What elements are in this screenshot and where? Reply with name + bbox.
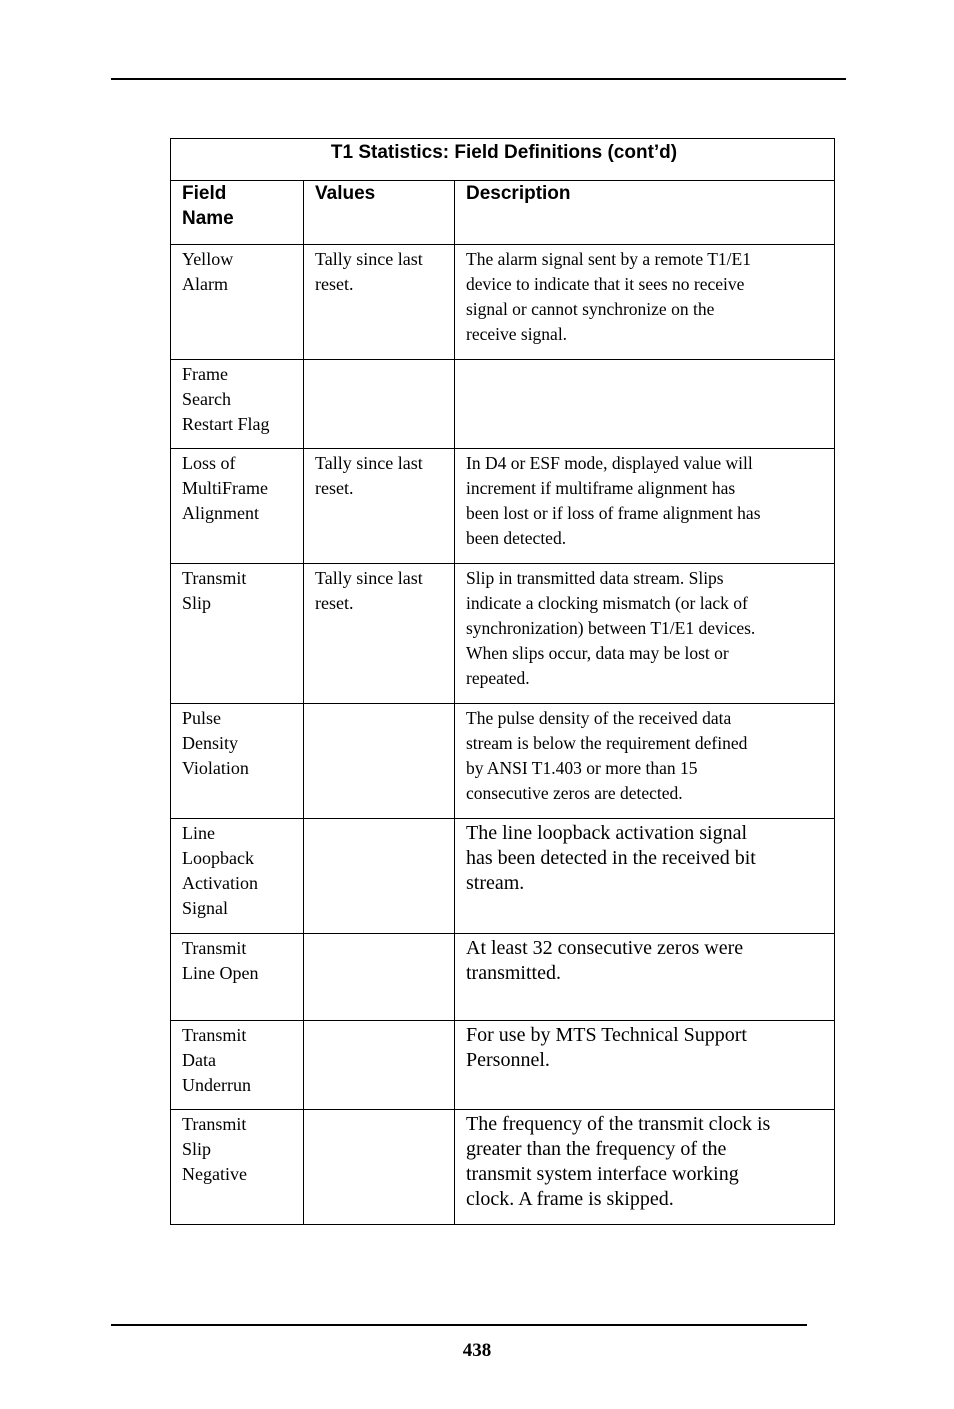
field-name-cell-line: Alarm xyxy=(182,274,228,294)
description-cell-line: been detected. xyxy=(466,528,567,548)
field-name-cell xyxy=(171,360,304,449)
description-cell-line: In D4 or ESF mode, displayed value will xyxy=(466,453,753,473)
table-caption-row xyxy=(171,139,835,181)
field-name-cell-line: Loss of xyxy=(182,453,236,473)
description-cell xyxy=(455,245,835,360)
description-cell-line: increment if multiframe alignment has xyxy=(466,478,736,498)
description-cell-line: synchronization) between T1/E1 devices. xyxy=(466,618,756,638)
description-cell xyxy=(455,704,835,819)
description-cell xyxy=(455,819,835,934)
field-name-cell-line: Transmit xyxy=(182,1114,247,1134)
description-cell-line: clock. A frame is skipped. xyxy=(466,1188,674,1210)
field-name-cell xyxy=(171,449,304,564)
field-name-cell-line: Alignment xyxy=(182,503,259,523)
description-cell-line: indicate a clocking mismatch (or lack of xyxy=(466,593,748,613)
column-header-values: Values xyxy=(304,181,455,245)
description-cell xyxy=(455,1110,835,1225)
description-cell-line: device to indicate that it sees no receive xyxy=(466,274,745,294)
field-name-cell-line: Transmit xyxy=(182,568,247,588)
field-name-cell-line: Frame xyxy=(182,364,228,384)
field-name-cell xyxy=(171,1021,304,1110)
description-cell-line: transmitted. xyxy=(466,962,561,984)
description-cell-line: has been detected in the received bit xyxy=(466,847,756,869)
table-body xyxy=(171,245,835,1225)
description-cell-line: stream is below the requirement defined xyxy=(466,733,748,753)
field-name-cell-line: Density xyxy=(182,733,238,753)
field-name-cell-line: Pulse xyxy=(182,708,222,728)
description-cell-line: repeated. xyxy=(466,668,530,688)
table-row xyxy=(171,1021,835,1110)
description-cell xyxy=(455,360,835,449)
values-cell-line: Tally since last xyxy=(315,568,423,588)
field-name-cell-line: Signal xyxy=(182,898,229,918)
table-row xyxy=(171,704,835,819)
field-name-cell-line: MultiFrame xyxy=(182,478,268,498)
values-cell xyxy=(304,704,455,819)
description-cell-line: Personnel. xyxy=(466,1049,550,1071)
values-cell xyxy=(304,934,455,1021)
description-cell-line: For use by MTS Technical Support xyxy=(466,1024,747,1046)
description-cell-line: Slip in transmitted data stream. Slips xyxy=(466,568,724,588)
field-definitions-table xyxy=(170,138,835,1225)
table-row xyxy=(171,819,835,934)
table-caption: T1 Statistics: Field Definitions (cont’d) xyxy=(171,139,835,181)
field-name-cell-line: Data xyxy=(182,1050,216,1070)
field-name-cell-line: Transmit xyxy=(182,1025,247,1045)
field-name-cell-line: Transmit xyxy=(182,938,247,958)
values-cell-line: reset. xyxy=(315,478,354,498)
column-header-field-name: Field Name xyxy=(171,181,304,245)
field-name-cell xyxy=(171,704,304,819)
field-name-cell-line: Yellow xyxy=(182,249,234,269)
description-cell xyxy=(455,449,835,564)
column-header-description: Description xyxy=(455,181,835,245)
description-cell-line: been lost or if loss of frame alignment has xyxy=(466,503,761,523)
field-name-cell xyxy=(171,819,304,934)
table-row xyxy=(171,449,835,564)
description-cell-line: At least 32 consecutive zeros were xyxy=(466,937,744,959)
table-row xyxy=(171,1110,835,1225)
description-cell-line: The alarm signal sent by a remote T1/E1 xyxy=(466,249,751,269)
field-name-cell-line: Search xyxy=(182,389,231,409)
field-name-cell-line: Negative xyxy=(182,1164,247,1184)
field-name-cell-line: Activation xyxy=(182,873,258,893)
field-name-cell-line: Loopback xyxy=(182,848,254,868)
table-row xyxy=(171,564,835,704)
description-cell-line: consecutive zeros are detected. xyxy=(466,783,683,803)
values-cell xyxy=(304,819,455,934)
values-cell-line: Tally since last xyxy=(315,249,423,269)
description-cell xyxy=(455,564,835,704)
field-name-cell-line: Line xyxy=(182,823,215,843)
description-cell-line: transmit system interface working xyxy=(466,1163,739,1185)
table-row xyxy=(171,360,835,449)
values-cell xyxy=(304,1021,455,1110)
table-row xyxy=(171,245,835,360)
values-cell xyxy=(304,449,455,564)
page-number: 438 xyxy=(462,1340,492,1361)
field-name-cell-line: Line Open xyxy=(182,963,259,983)
values-cell-line: Tally since last xyxy=(315,453,423,473)
description-cell-line: The line loopback activation signal xyxy=(466,822,748,844)
values-cell xyxy=(304,564,455,704)
field-name-cell-line: Restart Flag xyxy=(182,414,270,434)
field-name-cell xyxy=(171,245,304,360)
field-name-cell xyxy=(171,1110,304,1225)
field-name-cell xyxy=(171,564,304,704)
description-cell-line: signal or cannot synchronize on the xyxy=(466,299,715,319)
table-header-row xyxy=(171,181,835,245)
description-cell-line: greater than the frequency of the xyxy=(466,1138,727,1160)
values-cell xyxy=(304,360,455,449)
description-cell xyxy=(455,1021,835,1110)
table-row xyxy=(171,934,835,1021)
description-cell-line: When slips occur, data may be lost or xyxy=(466,643,729,663)
field-name-cell-line: Violation xyxy=(182,758,249,778)
description-cell-line: by ANSI T1.403 or more than 15 xyxy=(466,758,698,778)
values-cell-line: reset. xyxy=(315,593,354,613)
field-name-cell-line: Underrun xyxy=(182,1075,251,1095)
field-name-cell-line: Slip xyxy=(182,1139,212,1159)
field-name-cell-line: Slip xyxy=(182,593,212,613)
description-cell-line: receive signal. xyxy=(466,324,568,344)
description-cell-line: stream. xyxy=(466,872,525,894)
header-rule xyxy=(111,78,846,80)
description-cell-line: The frequency of the transmit clock is xyxy=(466,1113,771,1135)
description-cell xyxy=(455,934,835,1021)
field-name-cell xyxy=(171,934,304,1021)
values-cell xyxy=(304,1110,455,1225)
footer-rule xyxy=(111,1324,807,1326)
values-cell xyxy=(304,245,455,360)
values-cell-line: reset. xyxy=(315,274,354,294)
description-cell-line: The pulse density of the received data xyxy=(466,708,732,728)
